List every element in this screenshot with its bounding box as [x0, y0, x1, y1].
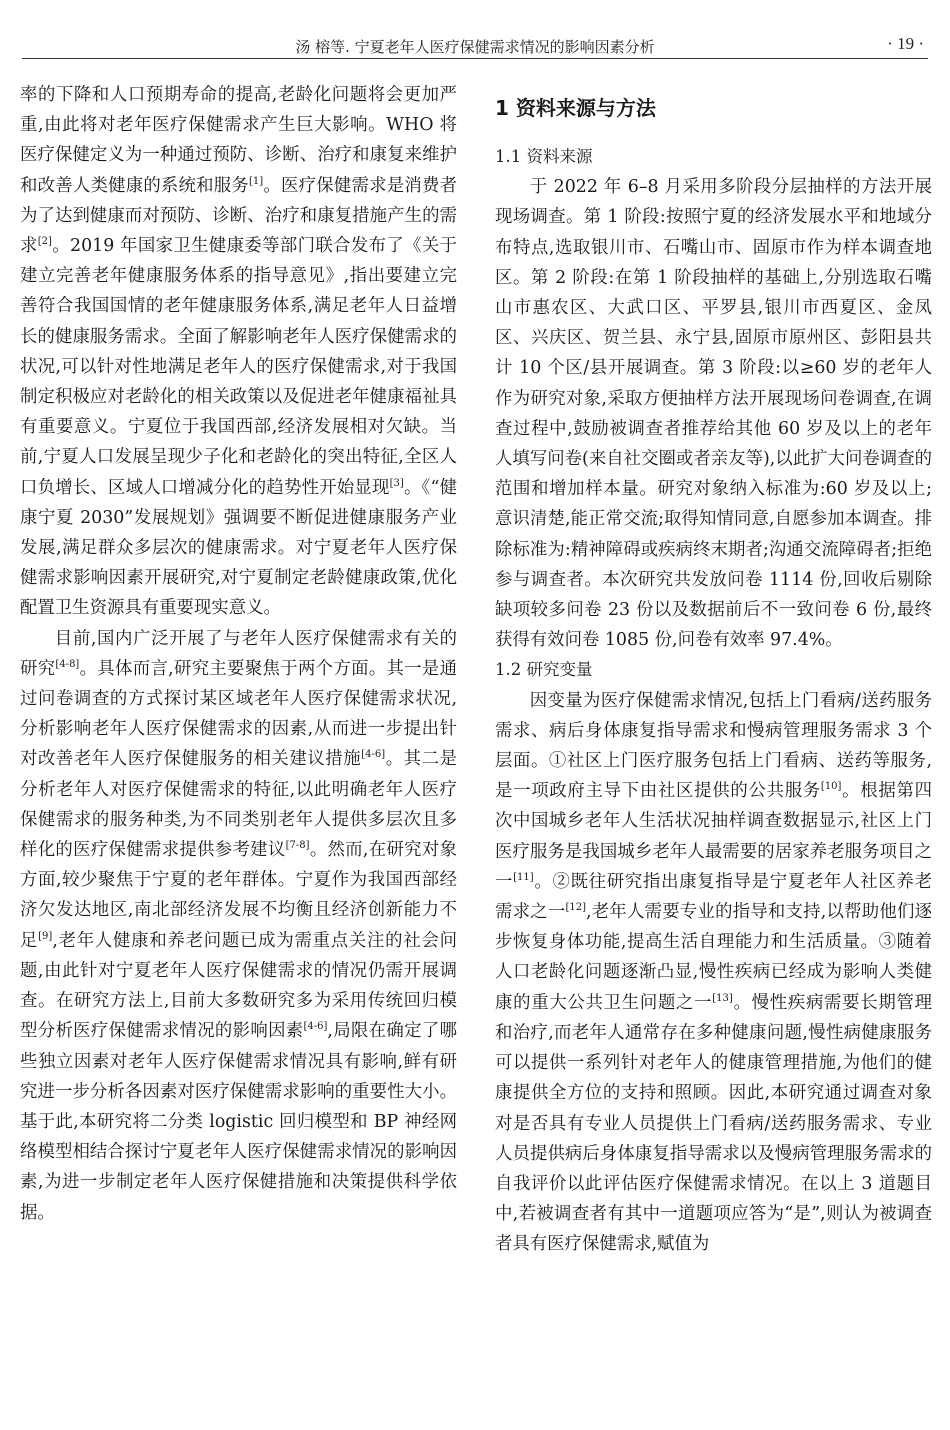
- paragraph-variables: [495, 686, 932, 1260]
- text-run: ,老年人健康和养老问题已成为需重点关注的社会问题,由此针对宁夏老年人医疗保健需求的情况仍需开展调查。在研究方法上,目前大多数研究多为采用传统回归模型分析医疗保健需求情况的影响因素: [20, 930, 457, 1042]
- text-run: 。2019 年国家卫生健康委等部门联合发布了《关于建立完善老年健康服务体系的指导意见》,指出要建立完善符合我国国情的老年健康服务体系,满足老年人日益增长的健康服务需求。全面了解影响老年人医疗保健需求的状况,可以针对性地满足老年人的医疗保健需求,对于我国制定积极应对老龄化的相关政策以及促进老年健康福祉具有重要意义。宁夏位于我国西部,经济发展相对欠缺。当前,宁夏人口发展呈现少子化和老龄化的突出特征,全区人口负增长、区域人口增减分化的趋势性开始显现: [20, 236, 457, 498]
- text-run: 。其二是分析老年人对医疗保健需求的特征,以此明确老年人医疗保健需求的服务种类,为不同类别老年人提供多层次且多样化的医疗保健需求提供参考建议: [20, 749, 457, 861]
- page-number: · 19 ·: [887, 34, 924, 53]
- citation: [4-8]: [55, 658, 80, 670]
- text-run: 因变量为医疗保健需求情况,包括上门看病/送药服务需求、病后身体康复指导需求和慢病管理服务需求 3 个层面。①社区上门医疗服务包括上门看病、送药等服务,是一项政府主导下由社区提供的公共服务: [495, 690, 932, 802]
- paragraph-data-source: 于 2022 年 6–8 月采用多阶段分层抽样的方法开展现场调查。第 1 阶段:按照宁夏的经济发展水平和地域分布特点,选取银川市、石嘴山市、固原市作为样本调查地区。第 2 阶段:在第 1 阶段抽样的基础上,分别选取石嘴山市惠农区、大武口区、平罗县,银川市西夏区、金凤区、兴庆区、贺兰县、永宁县,固原市原州区、彭阳县共计 10 个区/县开展调查。第 3 阶段:以≥60 岁的老年人作为研究对象,采取方便抽样方法开展现场问卷调查,在调查过程中,鼓励被调查者推荐给其他 60 岁及以上的老年人填写问卷(来自社交圈或者亲友等),以此扩大问卷调查的范围和增加样本量。研究对象纳入标准为:60 岁及以上;意识清楚,能正常交流;取得知情同意,自愿参加本调查。排除标准为:精神障碍或疾病终末期者;沟通交流障碍者;拒绝参与调查者。本次研究共发放问卷 1114 份,回收后剔除缺项较多问卷 23 份以及数据前后不一致问卷 6 份,最终获得有效问卷 1085 份,问卷有效率 97.4%。: [495, 177, 932, 651]
- text-run: 率的下降和人口预期寿命的提高,老龄化问题将会更加严重,由此将对老年医疗保健需求产生巨大影响。WHO 将医疗保健定义为一种通过预防、诊断、治疗和康复来维护和改善人类健康的系统和服务: [20, 85, 457, 196]
- citation: [7-8]: [285, 840, 310, 852]
- text-run: ,老年人需要专业的指导和支持,以帮助他们逐步恢复身体功能,提高生活自理能力和生活质量。③随着人口老龄化问题逐渐凸显,慢性疾病已经成为影响人类健康的重大公共卫生问题之一: [495, 902, 932, 1013]
- text-run: 。医疗保健需求是消费者为了达到健康而对预防、诊断、治疗和康复措施产生的需求: [20, 175, 457, 257]
- paragraph-intro-continued: [20, 80, 457, 624]
- left-column: [20, 80, 457, 1228]
- running-title: 汤 榕等. 宁夏老年人医疗保健需求情况的影响因素分析: [295, 38, 655, 56]
- text-run: 。《“健康宁夏 2030”发展规划》强调要不断促进健康服务产业发展,满足群众多层次的健康需求。对宁夏老年人医疗保健需求影响因素开展研究,对宁夏制定老龄健康政策,优化配置卫生资源具有重要现实意义。: [20, 477, 457, 619]
- text-run: 。具体而言,研究主要聚焦于两个方面。其一是通过问卷调查的方式探讨某区域老年人医疗保健需求状况,分析影响老年人医疗保健需求的因素,从而进一步提出针对改善老年人医疗保健服务的相关建议措施: [20, 658, 457, 770]
- text-run: 。②既往研究指出康复指导是宁夏老年人社区养老需求之一: [495, 871, 932, 923]
- text-run: 目前,国内广泛开展了与老年人医疗保健需求有关的研究: [20, 628, 457, 679]
- section-heading: 1 资料来源与方法: [495, 96, 656, 120]
- text-run: 。慢性疾病需要长期管理和治疗,而老年人通常存在多种健康问题,慢性病健康服务可以提供一系列针对老年人的健康管理措施,为他们的健康提供全方位的支持和照顾。因此,本研究通过调查对象对是否具有专业人员提供上门看病/送药服务需求、专业人员提供病后身体康复指导需求以及慢病管理服务需求的自我评价以此评估医疗保健需求情况。在以上 3 道题目中,若被调查者有其中一道题项应答为“是”,则认为被调查者具有医疗保健需求,赋值为: [495, 992, 932, 1255]
- text-run: 。然而,在研究对象方面,较少聚焦于宁夏的老年群体。宁夏作为我国西部经济欠发达地区,南北部经济发展不均衡且经济创新能力不足: [20, 840, 457, 951]
- citation: [10]: [820, 781, 842, 793]
- text-run: 。根据第四次中国城乡老年人生活状况抽样调查数据显示,社区上门医疗服务是我国城乡老年人最需要的居家养老服务项目之一: [495, 781, 932, 892]
- text-run: ,局限在确定了哪些独立因素对老年人医疗保健需求情况具有影响,鲜有研究进一步分析各因素对医疗保健需求影响的重要性大小。基于此,本研究将二分类 logistic 回归模型和 BP 神经网络模型相结合探讨宁夏老年人医疗保健需求情况的影响因素,为进一步制定老年人医疗保健措施和决策提供科学依据。: [20, 1021, 457, 1223]
- citation: [13]: [712, 992, 733, 1004]
- subsection-heading-data-source: 1.1 资料来源: [495, 147, 593, 166]
- subsection-heading-variables: 1.2 研究变量: [495, 660, 593, 680]
- page-header: [22, 30, 928, 59]
- citation: [2]: [37, 236, 52, 248]
- right-column: [495, 80, 932, 1260]
- citation: [3]: [389, 477, 404, 489]
- citation: [4-6]: [361, 749, 386, 761]
- citation: [4-6]: [303, 1021, 328, 1033]
- citation: [1]: [249, 175, 264, 187]
- paragraph-research-status: [20, 624, 457, 1228]
- citation: [9]: [38, 930, 53, 942]
- citation: [11]: [513, 871, 534, 883]
- citation: [12]: [565, 902, 586, 914]
